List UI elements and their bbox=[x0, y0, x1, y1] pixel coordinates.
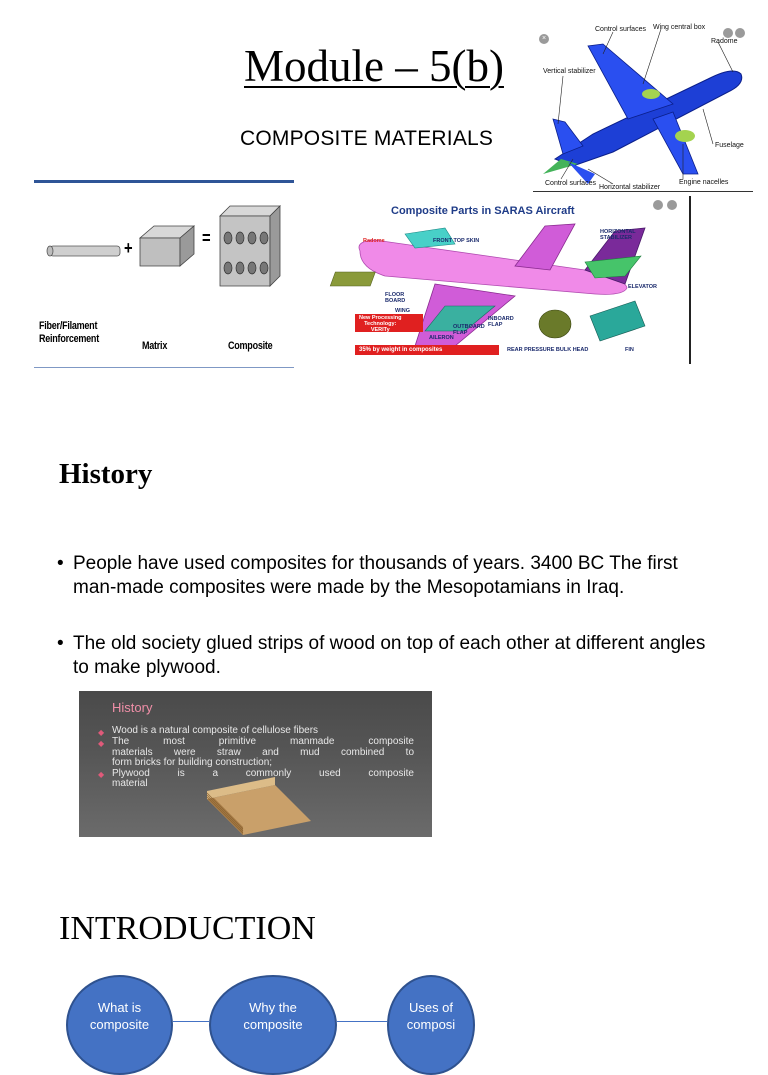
introduction-heading: INTRODUCTION bbox=[59, 910, 316, 947]
saras-label-wing: WING bbox=[395, 308, 410, 314]
bullet-dot: • bbox=[57, 553, 64, 574]
composite-diagram bbox=[34, 180, 294, 368]
label-vertical-stabilizer: Vertical stabilizer bbox=[543, 68, 596, 75]
arrow-connector bbox=[173, 1021, 209, 1022]
saras-label-aileron: AILERON bbox=[429, 335, 454, 341]
equals-sign: = bbox=[202, 228, 211, 248]
saras-aircraft-art bbox=[345, 196, 691, 364]
page-subtitle: COMPOSITE MATERIALS bbox=[240, 127, 494, 150]
saras-label-weight-note: 35% by weight in composites bbox=[359, 347, 443, 353]
bullet-dot: • bbox=[57, 633, 64, 654]
figure-rule bbox=[689, 196, 691, 364]
saras-label-new-processing: New Processing Technology: VERITy bbox=[359, 315, 402, 333]
page-title: Module – 5(b) bbox=[244, 41, 504, 91]
saras-aircraft-figure bbox=[345, 196, 691, 364]
saras-label-front-top-skin: FRONT TOP SKIN bbox=[433, 238, 480, 244]
airplane-illustration bbox=[533, 24, 753, 192]
saras-label-floor-board: FLOOR BOARD bbox=[385, 292, 406, 304]
figure-rule bbox=[533, 191, 753, 192]
plywood-picture bbox=[79, 691, 432, 837]
more-icon[interactable] bbox=[735, 28, 745, 38]
saras-label-inboard-flap: INBOARD FLAP bbox=[488, 316, 514, 328]
intro-node-why-composite[interactable]: Why the composite bbox=[209, 975, 337, 1075]
slide-bullet-icon: ◆ bbox=[98, 739, 105, 748]
slide-bullet-icon: ◆ bbox=[98, 770, 105, 779]
label-radome: Radome bbox=[711, 38, 738, 45]
slide-bullet-icon: ◆ bbox=[98, 728, 105, 737]
slide-title: History bbox=[112, 700, 153, 715]
slide-line: materials were straw and mud combined to bbox=[112, 746, 414, 758]
matrix-label: Matrix bbox=[142, 340, 168, 352]
saras-label-elevator: ELEVATOR bbox=[628, 284, 658, 290]
label-engine-nacelles: Engine nacelles bbox=[679, 179, 729, 186]
more-icon[interactable] bbox=[667, 200, 677, 210]
slide-line: The most primitive manmade composite bbox=[112, 736, 414, 747]
saras-label-fin: FIN bbox=[625, 347, 634, 353]
more-icon[interactable] bbox=[653, 200, 663, 210]
slide-line: Plywood is a commonly used composite bbox=[112, 767, 414, 779]
label-horizontal-stabilizer: Horizontal stabilizer bbox=[599, 184, 661, 191]
history-heading: History bbox=[59, 458, 153, 490]
composite-label: Composite bbox=[228, 340, 273, 352]
intro-node-what-is-composite[interactable]: What is composite bbox=[66, 975, 173, 1075]
history-slide-image bbox=[79, 691, 432, 837]
saras-title: Composite Parts in SARAS Aircraft bbox=[391, 205, 575, 217]
slide-line: form bricks for building construction; bbox=[112, 757, 273, 768]
label-wing-central-box: Wing central box bbox=[653, 24, 706, 31]
label-fuselage: Fuselage bbox=[715, 142, 744, 149]
bullet-text: The old society glued strips of wood on top of each other at different angles to make plywood. bbox=[73, 633, 706, 678]
fiber-label: Fiber/Filament Reinforcement bbox=[39, 320, 99, 345]
more-icon[interactable] bbox=[723, 28, 733, 38]
label-control-surfaces-top: Control surfaces bbox=[595, 26, 646, 33]
history-bullet bbox=[57, 552, 717, 600]
slide-line: Wood is a natural composite of cellulose fibers bbox=[112, 725, 319, 736]
diagram-bottom-rule bbox=[34, 367, 294, 368]
slide-line: material bbox=[112, 778, 148, 789]
saras-label-outboard-flap: OUTBOARD FLAP bbox=[453, 324, 485, 336]
bullet-text: People have used composites for thousands of years. 3400 BC The first man-made composites were made by the Mesopotamians in Iraq. bbox=[73, 553, 678, 598]
saras-label-radome: Radome bbox=[363, 238, 385, 244]
close-icon[interactable]: × bbox=[539, 34, 549, 44]
label-control-surfaces-bottom: Control surfaces bbox=[545, 180, 596, 187]
saras-label-horizontal-stabilizer: HORIZONTAL STABILIZER bbox=[600, 229, 636, 241]
saras-label-rear-pressure: REAR PRESSURE BULK HEAD bbox=[507, 347, 589, 353]
arrow-connector bbox=[337, 1021, 387, 1022]
history-bullet bbox=[57, 632, 717, 680]
intro-node-uses-of-composite[interactable]: Uses of composi bbox=[387, 975, 475, 1075]
airplane-parts-figure bbox=[533, 24, 753, 192]
plus-sign: + bbox=[124, 238, 133, 258]
